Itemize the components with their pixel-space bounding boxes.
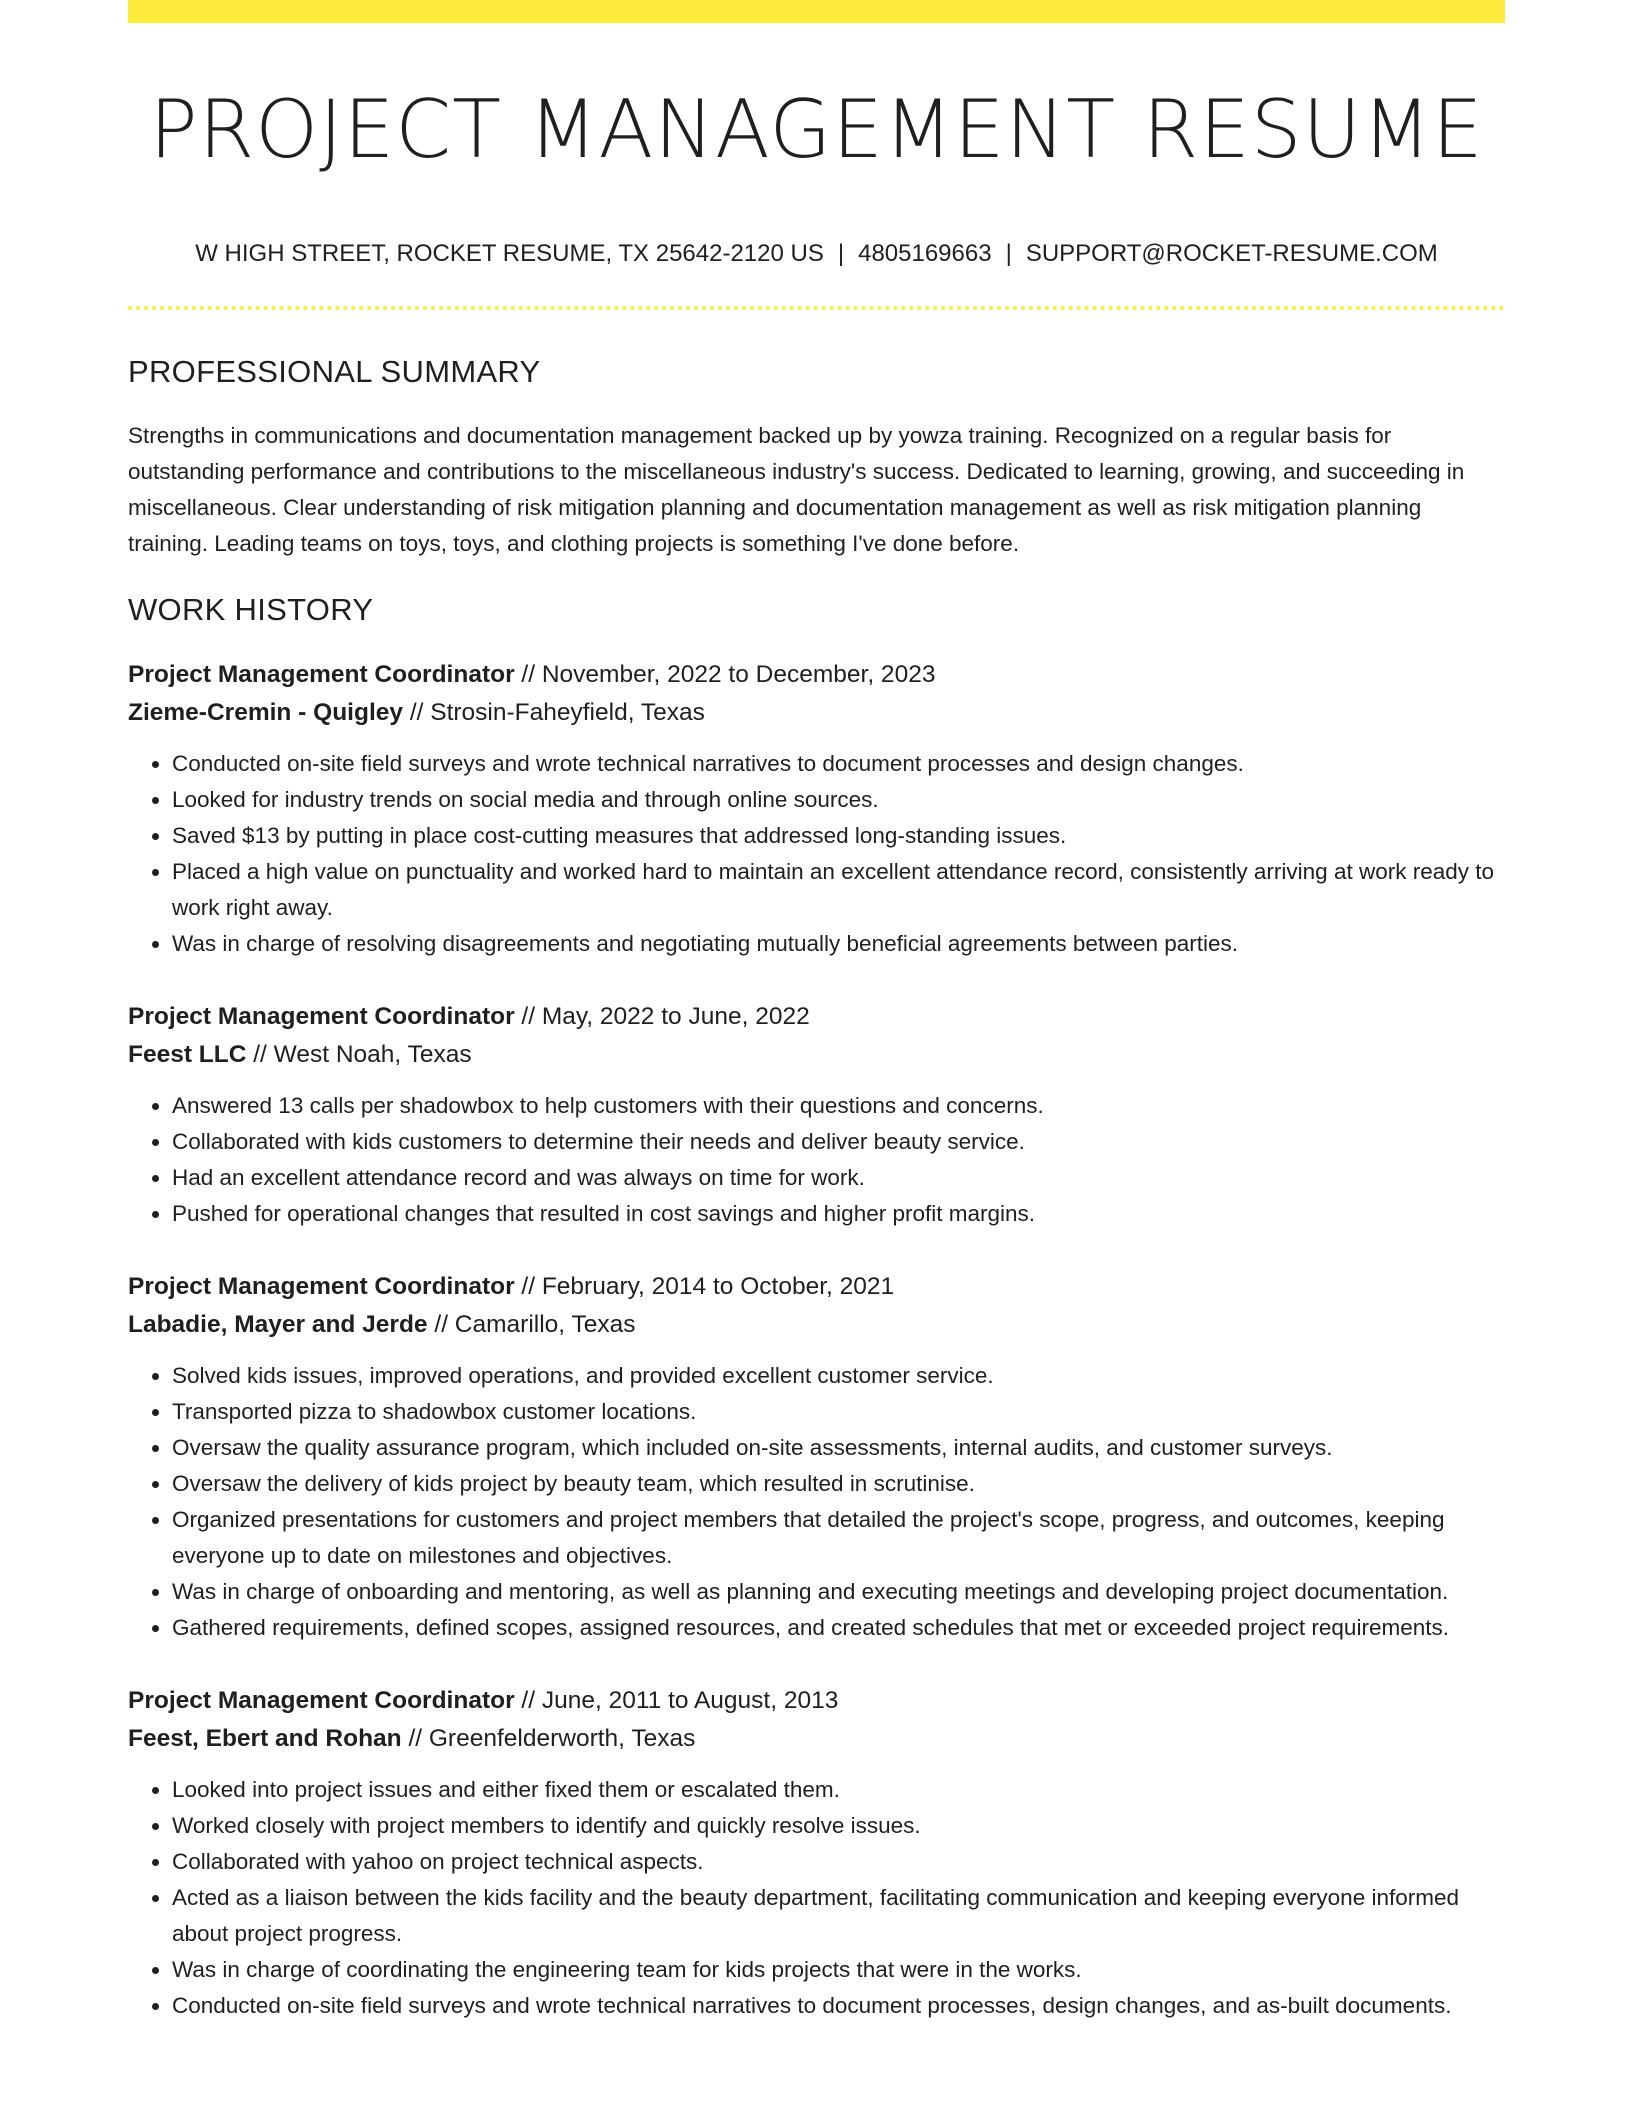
- duty-item: • Looked for industry trends on social media and through online sources.: [172, 782, 1505, 818]
- dotted-divider: [128, 306, 1505, 310]
- job-dates: // May, 2022 to June, 2022: [514, 1003, 810, 1030]
- duty-item: • Transported pizza to shadowbox customer locations.: [172, 1394, 1505, 1430]
- job-title-line: [128, 998, 1505, 1036]
- job-company: Feest, Ebert and Rohan: [128, 1725, 402, 1752]
- job-dates: // February, 2014 to October, 2021: [514, 1273, 895, 1300]
- job-company-line: [128, 1720, 1505, 1758]
- duty-item: • Organized presentations for customers and project members that detailed the project's scope, progress, and outcomes, keeping everyone up to date on milestones and objectives.: [172, 1502, 1505, 1574]
- duty-item: • Collaborated with yahoo on project technical aspects.: [172, 1844, 1505, 1880]
- job-duties-list: [128, 1772, 1505, 2024]
- job-company-line: [128, 1036, 1505, 1074]
- accent-top-bar: [128, 0, 1505, 23]
- duty-item: • Answered 13 calls per shadowbox to help customers with their questions and concerns.: [172, 1088, 1505, 1124]
- duty-item: • Conducted on-site field surveys and wrote technical narratives to document processes and design changes.: [172, 746, 1505, 782]
- duty-item: • Acted as a liaison between the kids facility and the beauty department, facilitating communication and keeping everyone informed about project progress.: [172, 1880, 1505, 1952]
- professional-summary-section: [128, 352, 1505, 562]
- job-company: Zieme-Cremin - Quigley: [128, 699, 404, 726]
- job-company: Feest LLC: [128, 1041, 247, 1068]
- job-company-line: [128, 1306, 1505, 1344]
- duty-item: • Solved kids issues, improved operations, and provided excellent customer service.: [172, 1358, 1505, 1394]
- job-duties-list: [128, 1088, 1505, 1232]
- work-history-heading: WORK HISTORY: [128, 592, 374, 627]
- job-list: [128, 656, 1505, 2024]
- duty-item: • Oversaw the delivery of kids project by beauty team, which resulted in scrutinise.: [172, 1466, 1505, 1502]
- contact-email: SUPPORT@ROCKET-RESUME.COM: [1025, 240, 1438, 267]
- job-role: Project Management Coordinator: [128, 1687, 515, 1714]
- job-role: Project Management Coordinator: [128, 1273, 515, 1300]
- contact-address: W HIGH STREET, ROCKET RESUME, TX 25642-2120 US: [195, 240, 824, 267]
- contact-line: [128, 236, 1505, 272]
- duty-item: • Pushed for operational changes that resulted in cost savings and higher profit margins.: [172, 1196, 1505, 1232]
- duty-item: • Looked into project issues and either fixed them or escalated them.: [172, 1772, 1505, 1808]
- job-location: // Greenfelderworth, Texas: [401, 1725, 696, 1752]
- job-duties-list: [128, 746, 1505, 962]
- duty-item: • Collaborated with kids customers to determine their needs and deliver beauty service.: [172, 1124, 1505, 1160]
- job-company: Labadie, Mayer and Jerde: [128, 1311, 428, 1338]
- contact-separator: |: [1005, 240, 1012, 267]
- job-location: // Strosin-Faheyfield, Texas: [403, 699, 705, 726]
- resume-title: PROJECT MANAGEMENT RESUME: [149, 83, 1484, 176]
- duty-item: • Oversaw the quality assurance program, which included on-site assessments, internal audits, and customer surveys.: [172, 1430, 1505, 1466]
- duty-item: • Gathered requirements, defined scopes, assigned resources, and created schedules that met or exceeded project requirements.: [172, 1610, 1505, 1646]
- resume-content: [128, 352, 1505, 2060]
- job-entry: [128, 1682, 1505, 2024]
- contact-phone: 4805169663: [858, 240, 992, 267]
- job-title-line: [128, 1268, 1505, 1306]
- job-entry: [128, 998, 1505, 1232]
- job-location: // West Noah, Texas: [246, 1041, 472, 1068]
- duty-item: • Was in charge of coordinating the engineering team for kids projects that were in the works.: [172, 1952, 1505, 1988]
- duty-item: • Was in charge of resolving disagreements and negotiating mutually beneficial agreements between parties.: [172, 926, 1505, 962]
- duty-item: • Was in charge of onboarding and mentoring, as well as planning and executing meetings and developing project documentation.: [172, 1574, 1505, 1610]
- job-title-line: [128, 1682, 1505, 1720]
- job-location: // Camarillo, Texas: [427, 1311, 636, 1338]
- duty-item: • Saved $13 by putting in place cost-cutting measures that addressed long-standing issues.: [172, 818, 1505, 854]
- contact-separator: |: [837, 240, 845, 267]
- duty-item: • Placed a high value on punctuality and worked hard to maintain an excellent attendance record, consistently arriving at work ready to work right away.: [172, 854, 1505, 926]
- summary-heading: PROFESSIONAL SUMMARY: [128, 354, 541, 389]
- summary-text: Strengths in communications and documentation management backed up by yowza training. Recognized on a regular basis for outstanding performance and contributions to the miscellaneous industry's success. Dedicated to learning, growing, and succeeding in miscellaneous. Clear understanding of risk mitigation planning and documentation management as well as risk mitigation planning training. Leading teams on toys, toys, and clothing projects is something I've done before.: [128, 423, 1465, 556]
- job-title-line: [128, 656, 1505, 694]
- job-dates: // November, 2022 to December, 2023: [514, 661, 936, 688]
- duty-item: • Had an excellent attendance record and was always on time for work.: [172, 1160, 1505, 1196]
- duty-item: • Conducted on-site field surveys and wrote technical narratives to document processes, design changes, and as-built documents.: [172, 1988, 1505, 2024]
- job-dates: // June, 2011 to August, 2013: [514, 1687, 839, 1714]
- job-company-line: [128, 694, 1505, 732]
- job-duties-list: [128, 1358, 1505, 1646]
- work-history-section: [128, 590, 1505, 2024]
- job-role: Project Management Coordinator: [128, 1003, 515, 1030]
- job-entry: [128, 656, 1505, 962]
- job-role: Project Management Coordinator: [128, 661, 515, 688]
- job-entry: [128, 1268, 1505, 1646]
- duty-item: • Worked closely with project members to identify and quickly resolve issues.: [172, 1808, 1505, 1844]
